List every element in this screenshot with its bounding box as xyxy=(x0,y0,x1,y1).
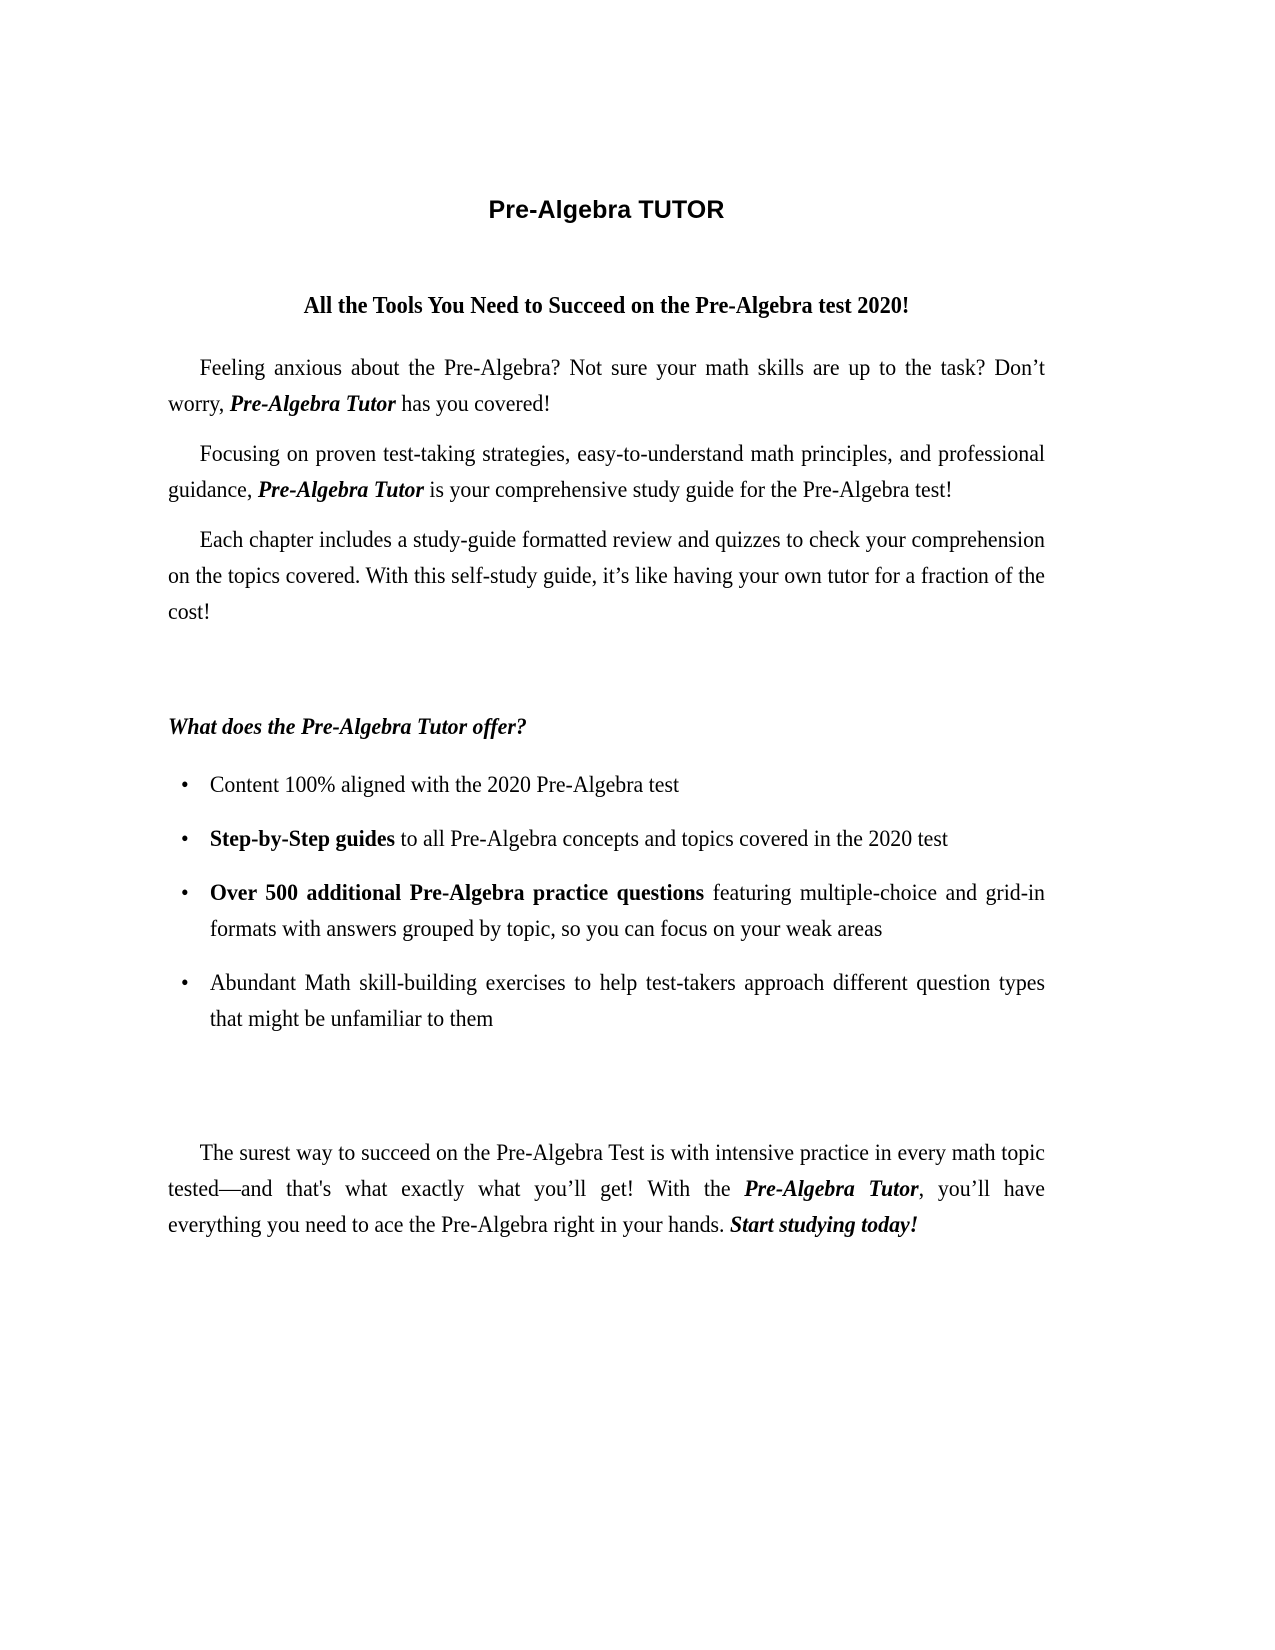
features-list xyxy=(168,741,1045,1037)
list-item-bold-label: Over 500 additional Pre-Algebra practice questions xyxy=(209,880,705,906)
paragraph-text-part: Feeling anxious about the Pre-Algebra? Not sure your math skills are up to the task? Don’t worry, xyxy=(168,355,1045,417)
list-item-bold-label: Step-by-Step guides xyxy=(209,826,396,852)
page-subtitle: All the Tools You Need to Succeed on the Pre-Algebra test 2020! xyxy=(303,293,910,319)
list-item-label: to all Pre-Algebra concepts and topics covered in the 2020 test xyxy=(395,826,948,852)
paragraph-text-part: , you’ll have everything you need to ace the Pre-Algebra right in your hands. xyxy=(168,1176,1046,1238)
intro-paragraph xyxy=(168,350,1045,422)
page-title: Pre-Algebra TUTOR xyxy=(488,196,725,224)
list-item xyxy=(168,767,1045,803)
list-item-label: Abundant Math skill-building exercises to help test-takers approach different question types that might be unfamiliar to them xyxy=(209,970,1045,1032)
paragraph-text-part: is your comprehensive study guide for the Pre-Algebra test! xyxy=(423,477,953,503)
chapters-paragraph: Each chapter includes a study-guide formatted review and quizzes to check your comprehension on the topics covered. With this self-study guide, it’s like having your own tutor for a fraction of the cost! xyxy=(168,527,1045,625)
closing-paragraph xyxy=(168,1037,1045,1243)
emphasis-pre-algebra-tutor: Pre-Algebra Tutor xyxy=(257,477,424,503)
focus-paragraph xyxy=(168,436,1045,508)
emphasis-start-studying-today: Start studying today! xyxy=(729,1212,919,1238)
list-item-label: featuring multiple-choice and grid-in formats with answers grouped by topic, so you can focus on your weak areas xyxy=(209,880,1045,942)
bullet-icon: • xyxy=(181,970,189,996)
list-item-label: Content 100% aligned with the 2020 Pre-Algebra test xyxy=(209,772,680,798)
list-item xyxy=(168,875,1045,947)
list-item xyxy=(168,965,1045,1037)
paragraph-text-part: The surest way to succeed on the Pre-Algebra Test is with intensive practice in every math topic tested—and that's what exactly what you’ll get! With the xyxy=(168,1140,1045,1202)
paragraph-text-part: Focusing on proven test-taking strategies, easy-to-understand math principles, and professional guidance, xyxy=(168,441,1045,503)
bullet-icon: • xyxy=(181,826,189,852)
emphasis-pre-algebra-tutor: Pre-Algebra Tutor xyxy=(229,391,396,417)
section-heading-offer: What does the Pre-Algebra Tutor offer? xyxy=(168,714,527,740)
bullet-icon: • xyxy=(181,880,189,906)
paragraph-text-part: has you covered! xyxy=(395,391,551,417)
list-item xyxy=(168,821,1045,857)
document-body xyxy=(168,0,1045,1243)
bullet-icon: • xyxy=(181,772,189,798)
emphasis-pre-algebra-tutor: Pre-Algebra Tutor xyxy=(744,1176,919,1202)
